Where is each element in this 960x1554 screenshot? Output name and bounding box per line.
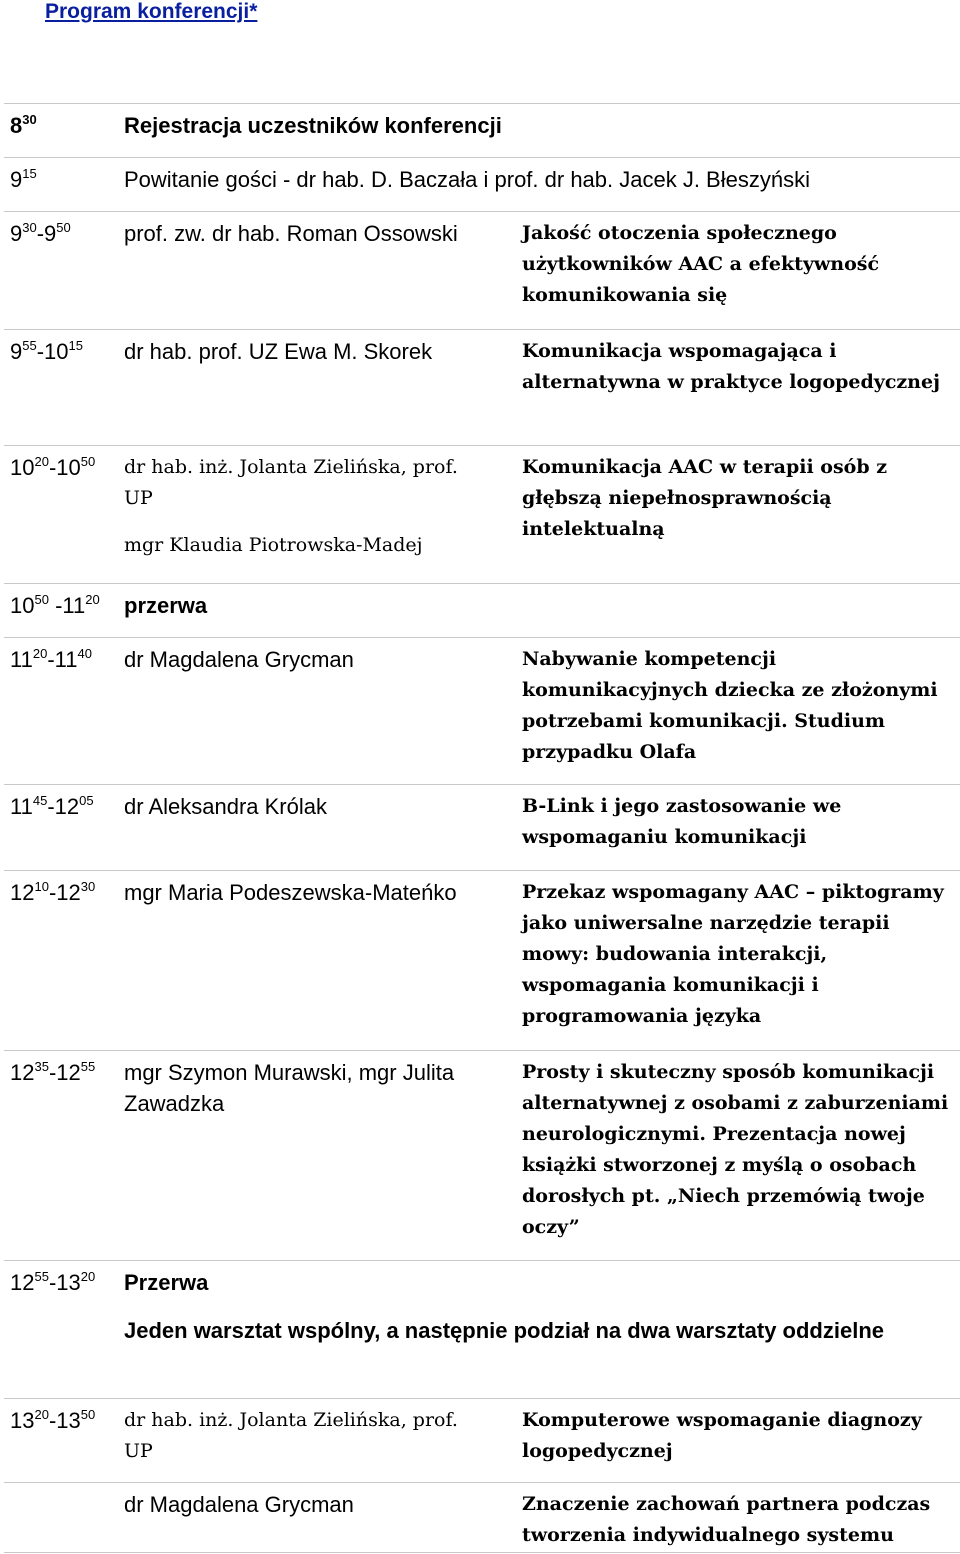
table-row [4, 212, 960, 330]
speaker-cell: mgr Szymon Murawski, mgr Julita Zawadzka [122, 1051, 512, 1261]
speaker-name: dr hab. inż. Jolanta Zielińska, prof. UP [124, 456, 458, 509]
table-row [4, 871, 960, 1051]
speaker-cell [122, 446, 512, 584]
table-row [4, 1313, 960, 1399]
page-title: Program konferencji* [45, 0, 258, 23]
speaker-cell: mgr Maria Podeszewska-Mateńko [122, 871, 512, 1051]
table-row [4, 330, 960, 446]
table-row [4, 158, 960, 212]
break-label: Przerwa [122, 1261, 960, 1313]
time-cell: $12^{35}-12^{55}$ [4, 1051, 122, 1261]
agenda-item: Rejestracja uczestników konferencji [122, 104, 960, 158]
topic-cell: Nabywanie kompetencji komunikacyjnych dziecka ze złożonymi potrzebami komunikacji. Studium przypadku Olafa [512, 638, 960, 785]
table-row [4, 638, 960, 785]
table-row [4, 446, 960, 584]
topic-cell: Komunikacja AAC w terapii osób z głębszą niepełnosprawnością intelektualną [512, 446, 960, 584]
topic-cell: Jakość otoczenia społecznego użytkowników AAC a efektywność komunikowania się [512, 212, 960, 330]
topic-cell: Komputerowe wspomaganie diagnozy logopedycznej [512, 1399, 960, 1483]
topic-cell: Prosty i skuteczny sposób komunikacji alternatywnej z osobami z zaburzeniami neurologicznymi. Prezentacja nowej książki stworzonej z myślą o osobach dorosłych pt. „Niech przemówią twoje oczy” [512, 1051, 960, 1261]
speaker-name: mgr Klaudia Piotrowska-Madej [124, 534, 423, 556]
speaker-cell: dr Magdalena Grycman [122, 638, 512, 785]
time-cell: $12^{55}-13^{20}$ [4, 1261, 122, 1313]
time-cell: $10^{20}-10^{50}$ [4, 446, 122, 584]
speaker-cell: dr hab. inż. Jolanta Zielińska, prof. UP [122, 1399, 512, 1483]
speaker-cell: dr hab. prof. UZ Ewa M. Skorek [122, 330, 512, 446]
table-row [4, 1399, 960, 1483]
program-table [4, 103, 960, 1553]
time-cell: $9^{15}$ [4, 158, 122, 212]
topic-cell: Przekaz wspomagany AAC – piktogramy jako uniwersalne narzędzie terapii mowy: budowania interakcji, wspomagania komunikacji i programowania języka [512, 871, 960, 1051]
time-cell: $9^{55}-10^{15}$ [4, 330, 122, 446]
speaker-cell: dr Aleksandra Królak [122, 785, 512, 871]
time-cell: $9^{30}-9^{50}$ [4, 212, 122, 330]
topic-cell: Znaczenie zachowań partnera podczas tworzenia indywidualnego systemu [512, 1483, 960, 1553]
break-label: przerwa [122, 584, 960, 638]
topic-cell: Komunikacja wspomagająca i alternatywna w praktyce logopedycznej [512, 330, 960, 446]
time-cell: $12^{10}-12^{30}$ [4, 871, 122, 1051]
table-row [4, 1483, 960, 1553]
table-row [4, 1051, 960, 1261]
time-cell: $10^{50}$ $-11^{20}$ [4, 584, 122, 638]
time-cell: $11^{20}-11^{40}$ [4, 638, 122, 785]
time-cell: $8^{30}$ [4, 104, 122, 158]
time-cell: $13^{20}-13^{50}$ [4, 1399, 122, 1483]
table-row [4, 104, 960, 158]
speaker-cell: prof. zw. dr hab. Roman Ossowski [122, 212, 512, 330]
topic-cell: B-Link i jego zastosowanie we wspomaganiu komunikacji [512, 785, 960, 871]
table-row [4, 785, 960, 871]
agenda-item: Powitanie gości - dr hab. D. Baczała i prof. dr hab. Jacek J. Błeszyński [122, 158, 960, 212]
time-cell: $11^{45}-12^{05}$ [4, 785, 122, 871]
workshop-note: Jeden warsztat wspólny, a następnie podział na dwa warsztaty oddzielne [122, 1313, 960, 1399]
table-row [4, 1261, 960, 1313]
speaker-cell: dr Magdalena Grycman [122, 1483, 512, 1553]
table-row [4, 584, 960, 638]
